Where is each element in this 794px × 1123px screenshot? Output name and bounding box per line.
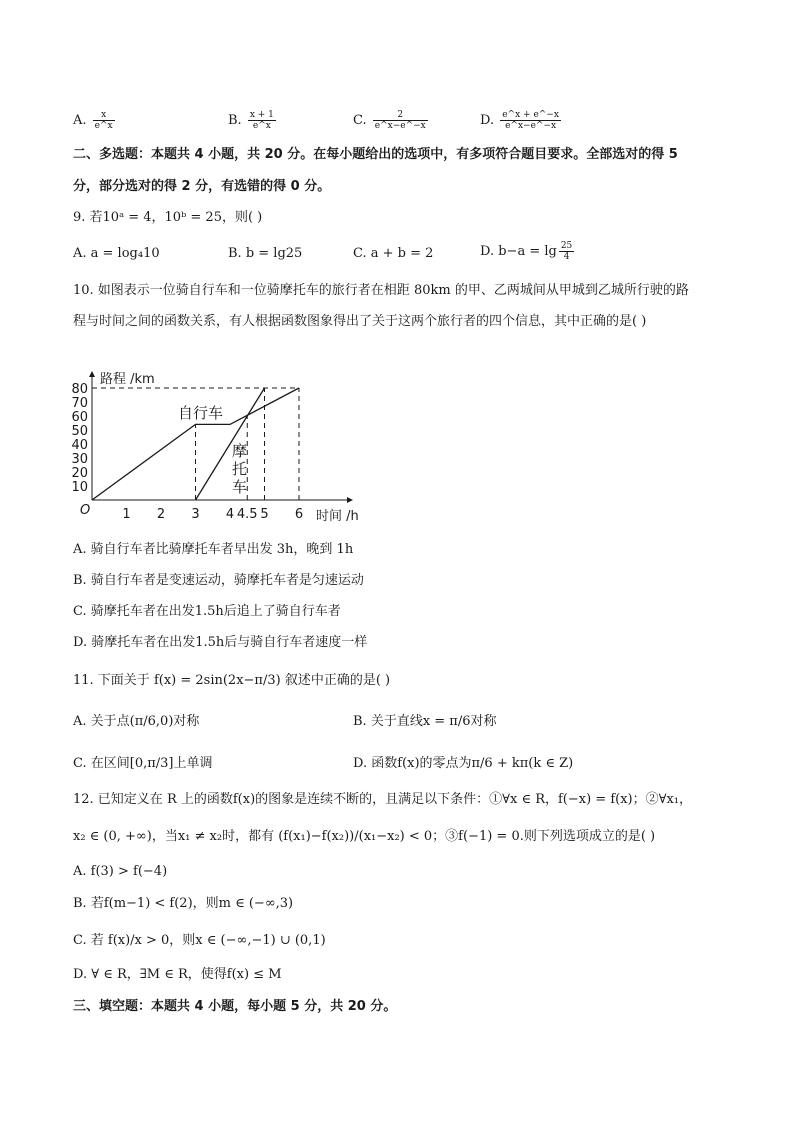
x-tick-label: 1 [122,507,131,522]
x-tick-label: 3 [191,507,200,522]
y-tick-label: 80 [71,382,88,397]
q9-stem: 9. 若10ᵃ = 4，10ᵇ = 25，则( ) [73,210,263,225]
origin-label: O [80,503,91,518]
y-tick-label: 50 [71,424,88,439]
q8-option-d: D. $\frac{e\^{}x + e\^{}-x}{e\^{}x-e\^{}-x}$ [480,110,559,131]
q12-option-c: C. 若 f(x)/x > 0，则x ∈ (−∞,−1) ∪ (0,1) [73,933,326,948]
annotation-bicycle: 自行车 [178,404,224,422]
section2-heading: 二、多选题：本题共 4 小题，共 20 分。在每小题给出的选项中，有多项符合题目要求。全部选对的得 5 [73,147,678,162]
q10-stem-line2: 程与时间之间的函数关系，有人根据函数图象得出了关于这两个旅行者的四个信息，其中正确的是( ) [73,314,647,329]
q11-option-c: C. 在区间[0,π/3]上单调 [73,756,213,771]
q12-stem-line1: 12. 已知定义在 R 上的函数f(x)的图象是连续不断的，且满足以下条件：①∀x ∈ R，f(−x) = f(x)；②∀x₁， [73,792,693,807]
y-tick-label: 60 [71,410,88,425]
q11-option-d: D. 函数f(x)的零点为π/6 + kπ(k ∈ Z) [353,756,574,771]
x-tick-label: 2 [156,507,166,522]
annotation-motor-2: 托 [232,460,248,478]
q8-option-c: C. $\frac{2}{e\^{}x-e\^{}-x}$ [353,110,426,131]
y-tick-label: 10 [71,480,88,495]
y-axis-label: 路程 /km [100,372,155,387]
q10-option-b: B. 骑自行车者是变速运动，骑摩托车者是匀速运动 [73,573,364,588]
q9-option-b: B. b = lg25 [228,246,303,261]
q10-option-c: C. 骑摩托车者在出发1.5h后追上了骑自行车者 [73,604,341,619]
section2-heading-cont: 分，部分选对的得 2 分，有选错的得 0 分。 [73,179,331,194]
x-tick-label: 4.5 [236,507,258,522]
q12-option-b: B. 若f(m−1) < f(2)，则m ∈ (−∞,3) [73,896,294,911]
q10-option-a: A. 骑自行车者比骑摩托车者早出发 3h，晚到 1h [73,542,354,557]
q10-stem-line1: 10. 如图表示一位骑自行车和一位骑摩托车的旅行者在相距 80km 的甲、乙两城间从甲城到乙城所行驶的路 [73,283,689,298]
tick-labels [71,382,303,522]
distance-time-chart [68,368,368,528]
q8-option-b: B. $\frac{x + 1}{e\^{}x}$ [228,110,274,131]
x-axis-label: 时间 /h [316,509,359,524]
y-tick-label: 40 [71,438,88,453]
y-tick-label: 20 [71,466,88,481]
q9-option-d: D. b−a = lg $\frac{25}{4}$ [480,241,573,262]
q9-option-a: A. a = log₄10 [73,246,160,261]
q9-option-c: C. a + b = 2 [353,246,434,261]
x-tick-label: 5 [260,507,269,522]
q12-option-d: D. ∀ ∈ R，∃M ∈ R，使得f(x) ≤ M [73,967,282,982]
annotation-motor-3: 车 [232,478,248,496]
q11-option-a: A. 关于点(π/6,0)对称 [73,714,200,729]
y-tick-label: 30 [71,452,88,467]
x-tick-label: 6 [294,507,304,522]
q11-option-b: B. 关于直线x = π/6对称 [353,714,497,729]
q12-stem-line2: x₂ ∈ (0, +∞)，当x₁ ≠ x₂时，都有 (f(x₁)−f(x₂))/(x₁−x₂) < 0；③f(−1) = 0.则下列选项成立的是( ) [73,829,656,844]
q12-option-a: A. f(3) > f(−4) [73,864,168,879]
annotation-motor-1: 摩 [232,442,248,460]
y-tick-label: 70 [71,396,88,411]
x-tick-label: 4 [225,507,235,522]
q11-stem: 11. 下面关于 f(x) = 2sin(2x−π/3) 叙述中正确的是( ) [73,673,391,688]
section3-heading: 三、填空题：本题共 4 小题，每小题 5 分，共 20 分。 [73,999,397,1014]
q10-option-d: D. 骑摩托车者在出发1.5h后与骑自行车者速度一样 [73,635,368,650]
q8-option-a: A. $\frac{x}{e\^{}x}$ [73,110,113,131]
